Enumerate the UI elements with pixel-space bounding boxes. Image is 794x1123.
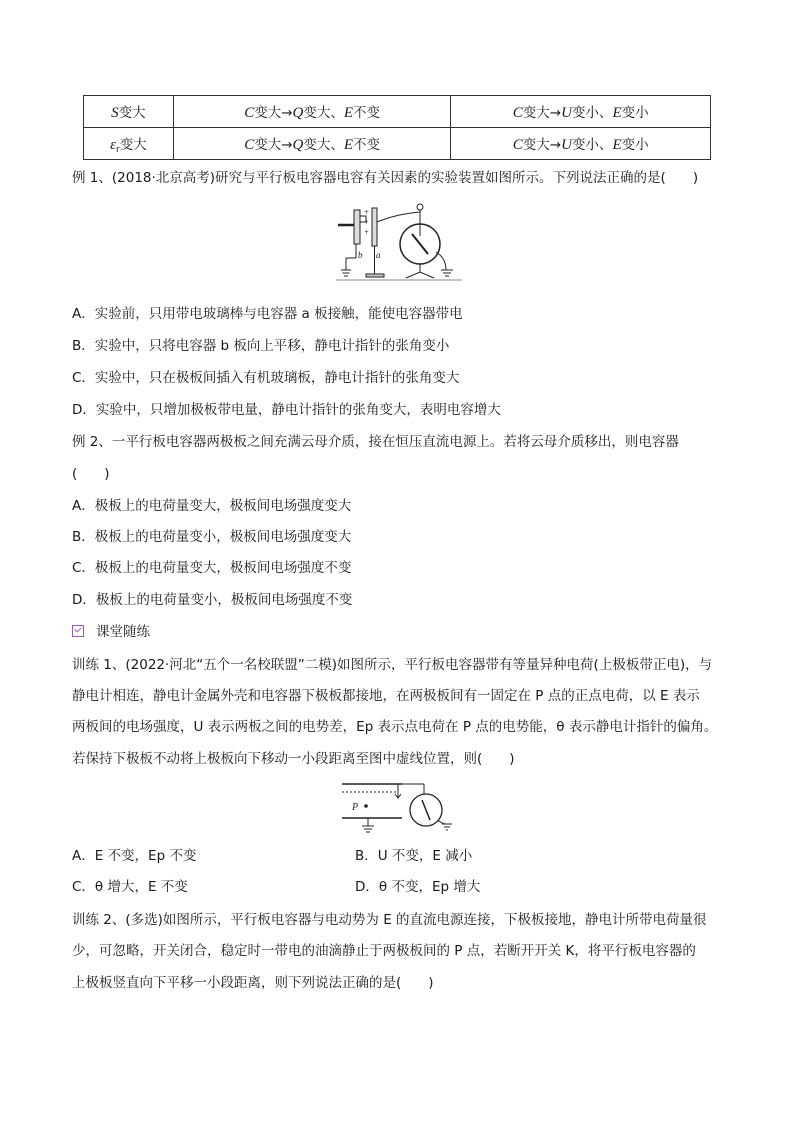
- summary-table: [83, 95, 711, 160]
- section-title: 课堂随练: [96, 624, 150, 640]
- table-row: [84, 128, 711, 160]
- training1-option-b: B．U 不变，E 减小: [355, 848, 473, 864]
- training1-option-d: D．θ 不变，Ep 增大: [355, 879, 481, 895]
- table-cell: $\varepsilon_r$变大: [84, 128, 174, 160]
- table-cell: C变大→U变小、E变小: [451, 128, 711, 160]
- table-cell: S变大: [84, 96, 174, 128]
- training1-line2: 静电计相连，静电计金属外壳和电容器下极板都接地，在两极板间有一固定在 P 点的正点电荷，以 E 表示: [72, 688, 700, 704]
- example1-option-d: D．实验中，只增加极板带电量，静电计指针的张角变大，表明电容增大: [72, 402, 501, 418]
- plate-a-label: a: [376, 250, 381, 260]
- svg-text:+: +: [364, 209, 370, 216]
- training1-option-a: A．E 不变，Ep 不变: [72, 848, 197, 864]
- example1-option-a: A．实验前，只用带电玻璃棒与电容器 a 板接触，能使电容器带电: [72, 306, 463, 322]
- table-cell: C变大→U变小、E变小: [451, 96, 711, 128]
- training2-line3: 上极板竖直向下平移一小段距离，则下列说法正确的是( ): [72, 975, 434, 991]
- training1-line3: 两板间的电场强度，U 表示两板之间的电势差，Ep 表示点电荷在 P 点的电势能，θ 表示静电计指针的偏角。: [72, 719, 718, 735]
- table-cell: C变大→Q变大、E不变: [173, 96, 451, 128]
- example1-option-b: B．实验中，只将电容器 b 板向上平移，静电计指针的张角变小: [72, 338, 450, 354]
- svg-text:+: +: [364, 229, 370, 236]
- training2-line1: 训练 2、(多选)如图所示，平行板电容器与电动势为 E 的直流电源连接，下极板接地，静电计所带电荷量很: [72, 912, 707, 928]
- section-heading: [72, 622, 150, 642]
- example2-option-c: C．极板上的电荷量变大，极板间电场强度不变: [72, 560, 352, 576]
- example2-stem-line2: ( ): [72, 466, 110, 482]
- example1-option-c: C．实验中，只在极板间插入有机玻璃板，静电计指针的张角变大: [72, 370, 460, 386]
- training1-line1: 训练 1、(2022·河北“五个一名校联盟”二模)如图所示，平行板电容器带有等量异种电荷(上极板带正电)，与: [72, 657, 713, 673]
- training1-option-c: C．θ 增大，E 不变: [72, 879, 188, 895]
- example1-stem: 例 1、(2018·北京高考)研究与平行板电容器电容有关因素的实验装置如图所示。下列说法正确的是( ): [72, 170, 699, 186]
- table-row: [84, 96, 711, 128]
- point-p-label: P: [352, 802, 359, 813]
- training1-line4: 若保持下极板不动将上极板向下移动一小段距离至图中虚线位置，则( ): [72, 751, 515, 767]
- checkbox-icon: [72, 625, 84, 637]
- example2-option-b: B．极板上的电荷量变小，极板间电场强度变大: [72, 529, 352, 545]
- example2-option-d: D．极板上的电荷量变小，极板间电场强度不变: [72, 592, 353, 608]
- capacitor-electroscope-figure: [336, 196, 462, 282]
- table-cell: C变大→Q变大、E不变: [173, 128, 451, 160]
- plate-b-label: b: [358, 250, 363, 260]
- training2-line2: 少，可忽略，开关闭合，稳定时一带电的油滴静止于两极板间的 P 点，若断开开关 K，将平行板电容器的: [72, 943, 696, 959]
- svg-text:+: +: [364, 219, 370, 226]
- capacitor-p-charge-figure: [338, 780, 462, 836]
- example2-option-a: A．极板上的电荷量变大，极板间电场强度变大: [72, 498, 352, 514]
- example2-stem-line1: 例 2、一平行板电容器两极板之间充满云母介质，接在恒压直流电源上。若将云母介质移出，则电容器: [72, 434, 679, 450]
